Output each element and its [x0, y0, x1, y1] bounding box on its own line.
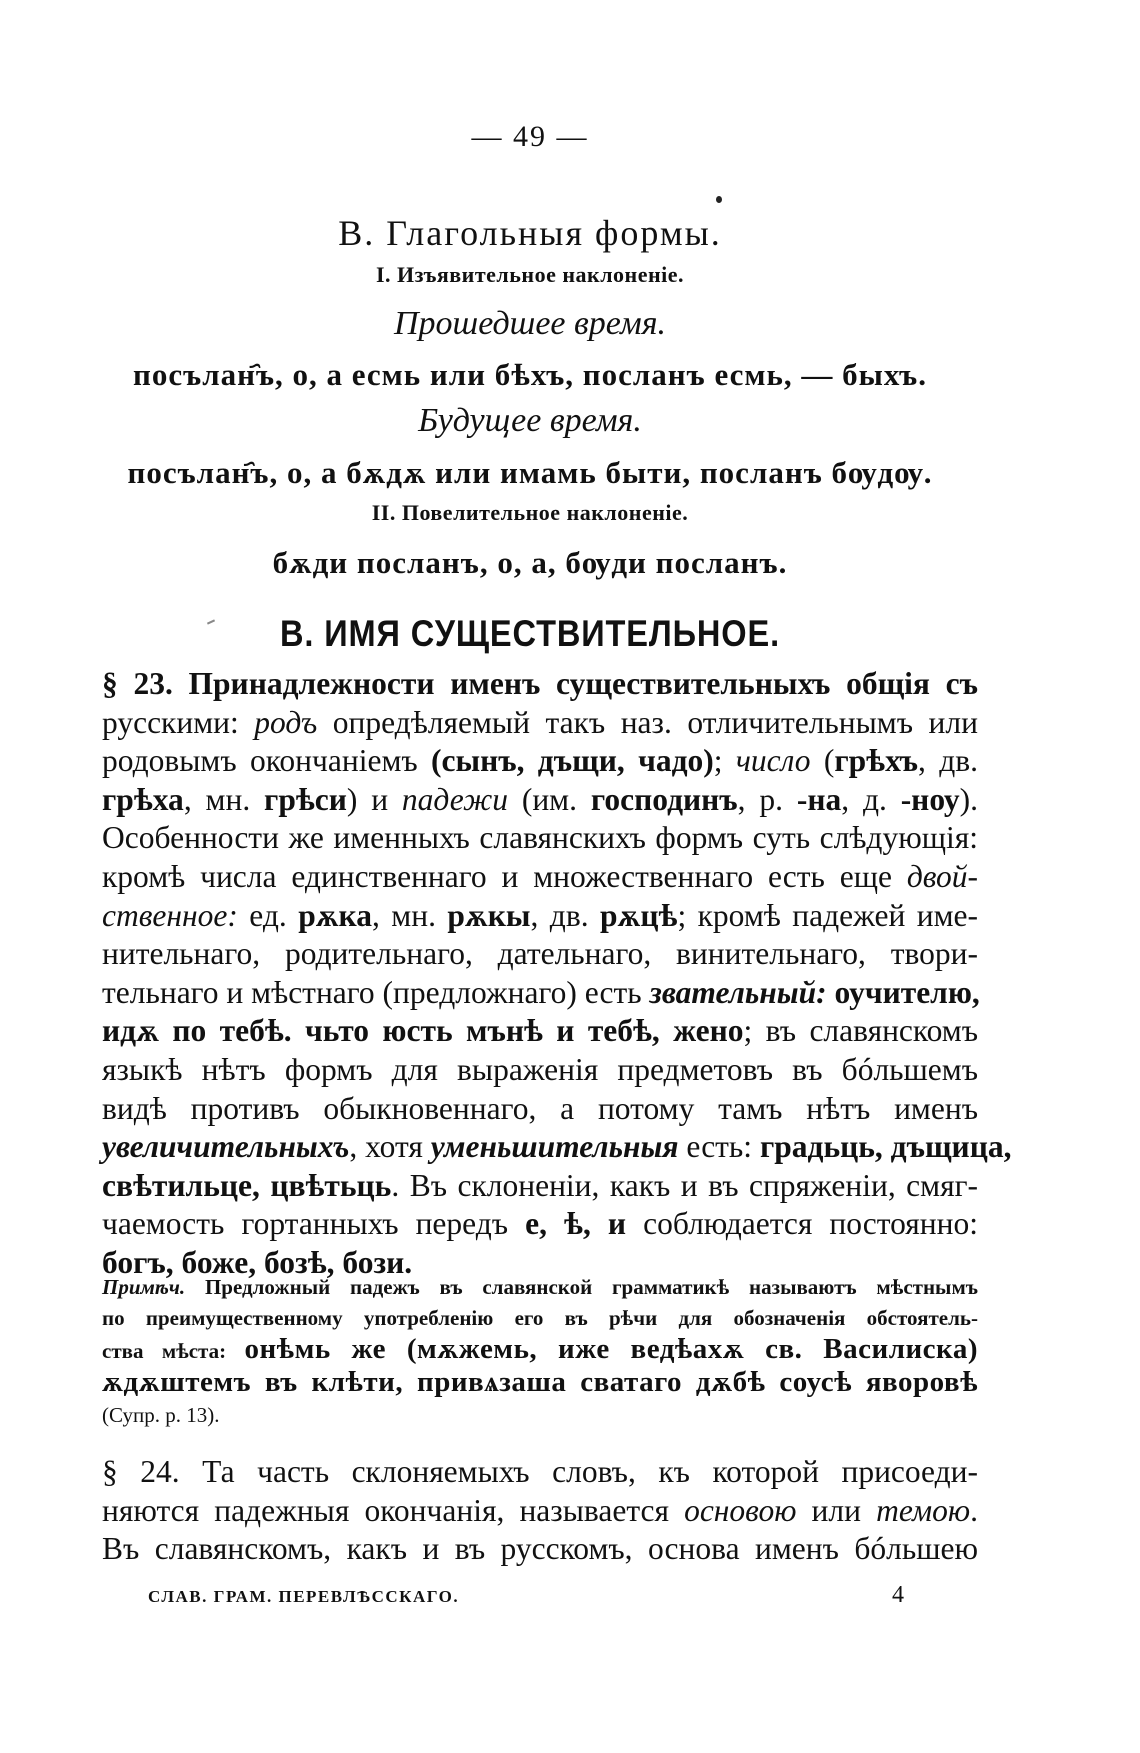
text-line [102, 935, 978, 974]
text-run: Особенности же именныхъ славянскихъ формъ суть слѣдующія: [102, 820, 978, 856]
text-run: господинъ [590, 781, 738, 817]
text-line [102, 1530, 978, 1569]
text-run: , дв. [530, 897, 601, 933]
text-run: чаемость гортанныхъ передъ [102, 1206, 526, 1242]
text-line [102, 781, 978, 820]
text-run: тельнаго и мѣстнаго (предложнаго) есть [102, 974, 650, 1010]
text-run: (Супр. р. 13). [102, 1403, 220, 1427]
text-run: двой- [906, 858, 978, 894]
slavonic-past-line: посълан҄ъ, о, а есмь или бѣхъ, посланъ есмь, — быхъ. [133, 357, 927, 392]
text-line [102, 704, 978, 743]
text-run: грѣха [102, 781, 184, 817]
text-line [102, 1303, 978, 1334]
text-line [102, 819, 978, 858]
text-run: ; [713, 743, 736, 779]
text-line [102, 742, 978, 781]
text-run: ѫдѫштемъ въ клѣти, привѧзаша сватаго дѫбѣ соусѣ яворовѣ [102, 1366, 978, 1398]
text-run: рѫкы [447, 897, 531, 933]
text-run: падежи [401, 781, 508, 817]
subheading-indicative: I. Изъявительное наклоненіе. [375, 262, 685, 287]
text-run: -ноу [900, 781, 960, 817]
text-line [102, 858, 978, 897]
text-line [102, 1367, 978, 1400]
text-line [102, 1334, 978, 1367]
text-run: ед. [237, 897, 299, 933]
text-run: ) и [346, 781, 402, 817]
text-run: по преимущественному употребленію его въ рѣчи для обозначенія обстоятель- [102, 1306, 978, 1330]
text-line [102, 1492, 978, 1531]
heading-verbal-forms: В. Глагольныя формы. [338, 213, 722, 253]
section-title-noun: В. ИМЯ СУЩЕСТВИТЕЛЬНОЕ. [279, 613, 781, 654]
text-line [102, 1453, 978, 1492]
tense-future-title: Будущее время. [418, 402, 642, 439]
text-run: , д. [841, 781, 901, 817]
text-run: ственное: [102, 897, 238, 933]
text-run: идѫ по тебѣ. чьто юсть мънѣ и тебѣ, жено [102, 1013, 744, 1049]
text-run: , хотя [349, 1129, 431, 1165]
slavonic-future-line: посълан҄ъ, о, а бѫдѫ или имамь быти, посланъ бѹдѹ. [127, 455, 933, 490]
text-run: (сынъ, дъщи, чадо) [431, 743, 714, 779]
tense-past-title: Прошедшее время. [393, 305, 667, 342]
paragraph-24 [102, 1453, 978, 1569]
text-line [102, 665, 978, 704]
text-run: . [970, 1492, 978, 1528]
text-line [102, 1272, 978, 1303]
text-line [102, 1128, 1012, 1167]
text-run: ). [959, 781, 979, 817]
text-run: онѣмь же (мѫжемь, иже ведѣахѫ св. Василиска) [244, 1333, 978, 1365]
slavonic-imperative-line: бѫди посланъ, о, а, бѹди посланъ. [272, 545, 788, 580]
text-run: грѣси [264, 781, 347, 817]
text-run: соблюдается постоянно: [626, 1206, 978, 1242]
footnote-remark [102, 1272, 978, 1431]
ink-speck [716, 196, 722, 203]
paragraph-23 [102, 665, 1012, 1283]
text-run: ; въ славянскомъ [743, 1013, 978, 1049]
text-run: Предложный падежъ въ славянской грамматикѣ называютъ мѣстнымъ [185, 1275, 978, 1299]
text-run: увеличительныхъ [102, 1129, 350, 1165]
text-line [102, 897, 978, 936]
text-run: или [796, 1492, 877, 1528]
text-run: свѣтильце, цвѣтьць [102, 1167, 392, 1203]
text-run: . Въ склоненіи, какъ и въ спряженіи, смяг- [391, 1167, 978, 1203]
text-run: звательный: [649, 974, 827, 1010]
text-run: оучителю, [826, 974, 980, 1010]
text-run: основою [684, 1492, 797, 1528]
text-line [102, 1400, 978, 1431]
text-run: § 24. Та часть склоняемыхъ словъ, къ которой присоеди- [102, 1454, 978, 1489]
text-run: ; кромѣ падежей име- [677, 897, 979, 933]
text-run: русскими: [102, 704, 255, 740]
text-run: уменьшительныя [430, 1129, 679, 1165]
text-run: § 23. Принадлежности именъ существительныхъ общія съ [102, 666, 978, 701]
subheading-imperative: II. Повелительное наклоненіе. [371, 500, 689, 525]
text-line [102, 974, 978, 1013]
text-run: Въ славянскомъ, какъ и въ русскомъ, основа именъ бóльшею [102, 1531, 978, 1567]
text-run: число [735, 743, 811, 779]
text-run: , р. [737, 781, 797, 817]
text-run: опредѣляемый такъ наз. отличительнымъ или [317, 704, 978, 740]
text-run: няются падежныя окончанія, называется [102, 1492, 685, 1528]
text-run: ( [810, 743, 835, 779]
text-run: -на [796, 781, 842, 817]
footer-signature: СЛАВ. ГРАМ. ПЕРЕВЛѢССКАГО. [148, 1587, 460, 1606]
text-run: нительнаго, родительнаго, дательнаго, винительнаго, твори- [102, 936, 978, 972]
text-run: грѣхъ [834, 743, 918, 779]
footer-sheet-number: 4 [892, 1582, 904, 1608]
text-run: рѫка [298, 897, 372, 933]
text-run: , дв. [918, 743, 978, 779]
text-run: е, ѣ, и [525, 1206, 627, 1242]
text-run: , мн. [371, 897, 448, 933]
text-run: (им. [508, 781, 591, 817]
text-line [102, 1012, 978, 1051]
text-run: кромѣ числа единственнаго и множественнаго есть еще [102, 858, 907, 894]
text-run: темою [876, 1492, 971, 1528]
text-run: видѣ противъ обыкновеннаго, а потому тамъ нѣтъ именъ [102, 1090, 978, 1126]
text-run: языкѣ нѣтъ формъ для выраженія предметовъ въ бóльшемъ [102, 1051, 978, 1087]
text-run: родовымъ окончаніемъ [102, 743, 432, 779]
note-label: Примѣч. [102, 1275, 186, 1299]
text-run: богъ, боже, бозѣ, бози. [102, 1244, 413, 1280]
text-run: рѫцѣ [600, 897, 678, 933]
text-line [102, 1205, 978, 1244]
text-run: ства мѣста: [102, 1339, 245, 1363]
text-line [102, 1051, 978, 1090]
text-line [102, 1167, 978, 1206]
text-run: родъ [254, 704, 318, 740]
text-line [102, 1090, 978, 1129]
text-run: , мн. [183, 781, 265, 817]
text-run: есть: [678, 1129, 760, 1165]
text-run: градьць, дъщица, [759, 1129, 1012, 1165]
page-number: — 49 — [471, 120, 589, 153]
